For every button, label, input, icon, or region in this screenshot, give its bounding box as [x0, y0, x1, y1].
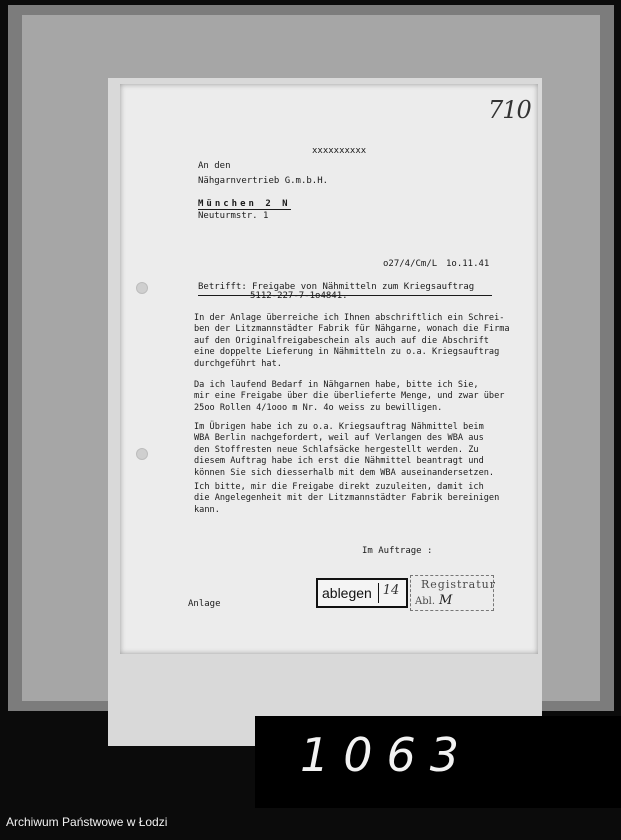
recipient-line1: An den [198, 161, 231, 171]
archive-caption: Archiwum Państwowe w Łodzi [6, 815, 168, 829]
closing-signature-line: Im Auftrage : [362, 546, 433, 556]
registratur-stamp [410, 575, 494, 611]
header-mark: xxxxxxxxxx [312, 146, 367, 156]
film-frame-number: 1063 [300, 728, 474, 782]
paragraph-3: Im Übrigen habe ich zu o.a. Kriegsauftrag Nähmittel beim WBA Berlin nachgefordert, weil auf Verlangen des WBA aus den Stoffresten neue Schlafsäcke hergestellt werden. Zu diesem Auftrag habe ich erst die Nähmittel beantragt und können Sie sich diesserhalb mit dem WBA auseinandersetzen. [194, 422, 495, 478]
paragraph-4: Ich bitte, mir die Freigabe direkt zuzuleiten, damit ich die Angelegenheit mit der Litzmannstädter Fabrik bereinigen kann. [194, 482, 500, 515]
letter-date: 1o.11.41 [446, 259, 490, 269]
registratur-line2: Abl. M [415, 593, 453, 608]
punch-hole-bottom [136, 448, 148, 460]
ablegen-handwritten: 14 [378, 583, 403, 603]
recipient-street: Neuturmstr. 1 [198, 211, 269, 221]
recipient-company: Nähgarnvertrieb G.m.b.H. [198, 176, 329, 186]
reference-code: o27/4/Cm/L [383, 259, 438, 269]
paragraph-1: In der Anlage überreiche ich Ihnen abschriftlich ein Schrei- ben der Litzmannstädter Fabrik für Nähgarne, wonach die Firma auf den Originalfreigabeschein als auch auf die Abschrift eine doppelte Lieferung in Nähmitteln zu o.a. Kriegsauftrag durchgeführt hat. [194, 313, 510, 369]
ablegen-stamp [316, 578, 408, 608]
recipient-city: München 2 N [198, 199, 291, 209]
subject-line1: Freigabe von Nähmitteln zum Kriegsauftrag [252, 282, 475, 292]
paragraph-2: Da ich laufend Bedarf in Nähgarnen habe, bitte ich Sie, mir eine Freigabe über die überlieferte Menge, und zwar über 25oo Rollen 4/1ooo m Nr. 4o weiss zu bewilligen. [194, 380, 505, 413]
registratur-label: Registratur [421, 578, 496, 591]
punch-hole-top [136, 282, 148, 294]
subject-label: Betrifft: [198, 282, 247, 292]
ablegen-label: ablegen [322, 585, 372, 601]
enclosure-note: Anlage [188, 599, 221, 609]
subject-line2: 5112-227-7-1o4841. [250, 291, 348, 301]
archive-page-number: 710 [488, 96, 531, 124]
